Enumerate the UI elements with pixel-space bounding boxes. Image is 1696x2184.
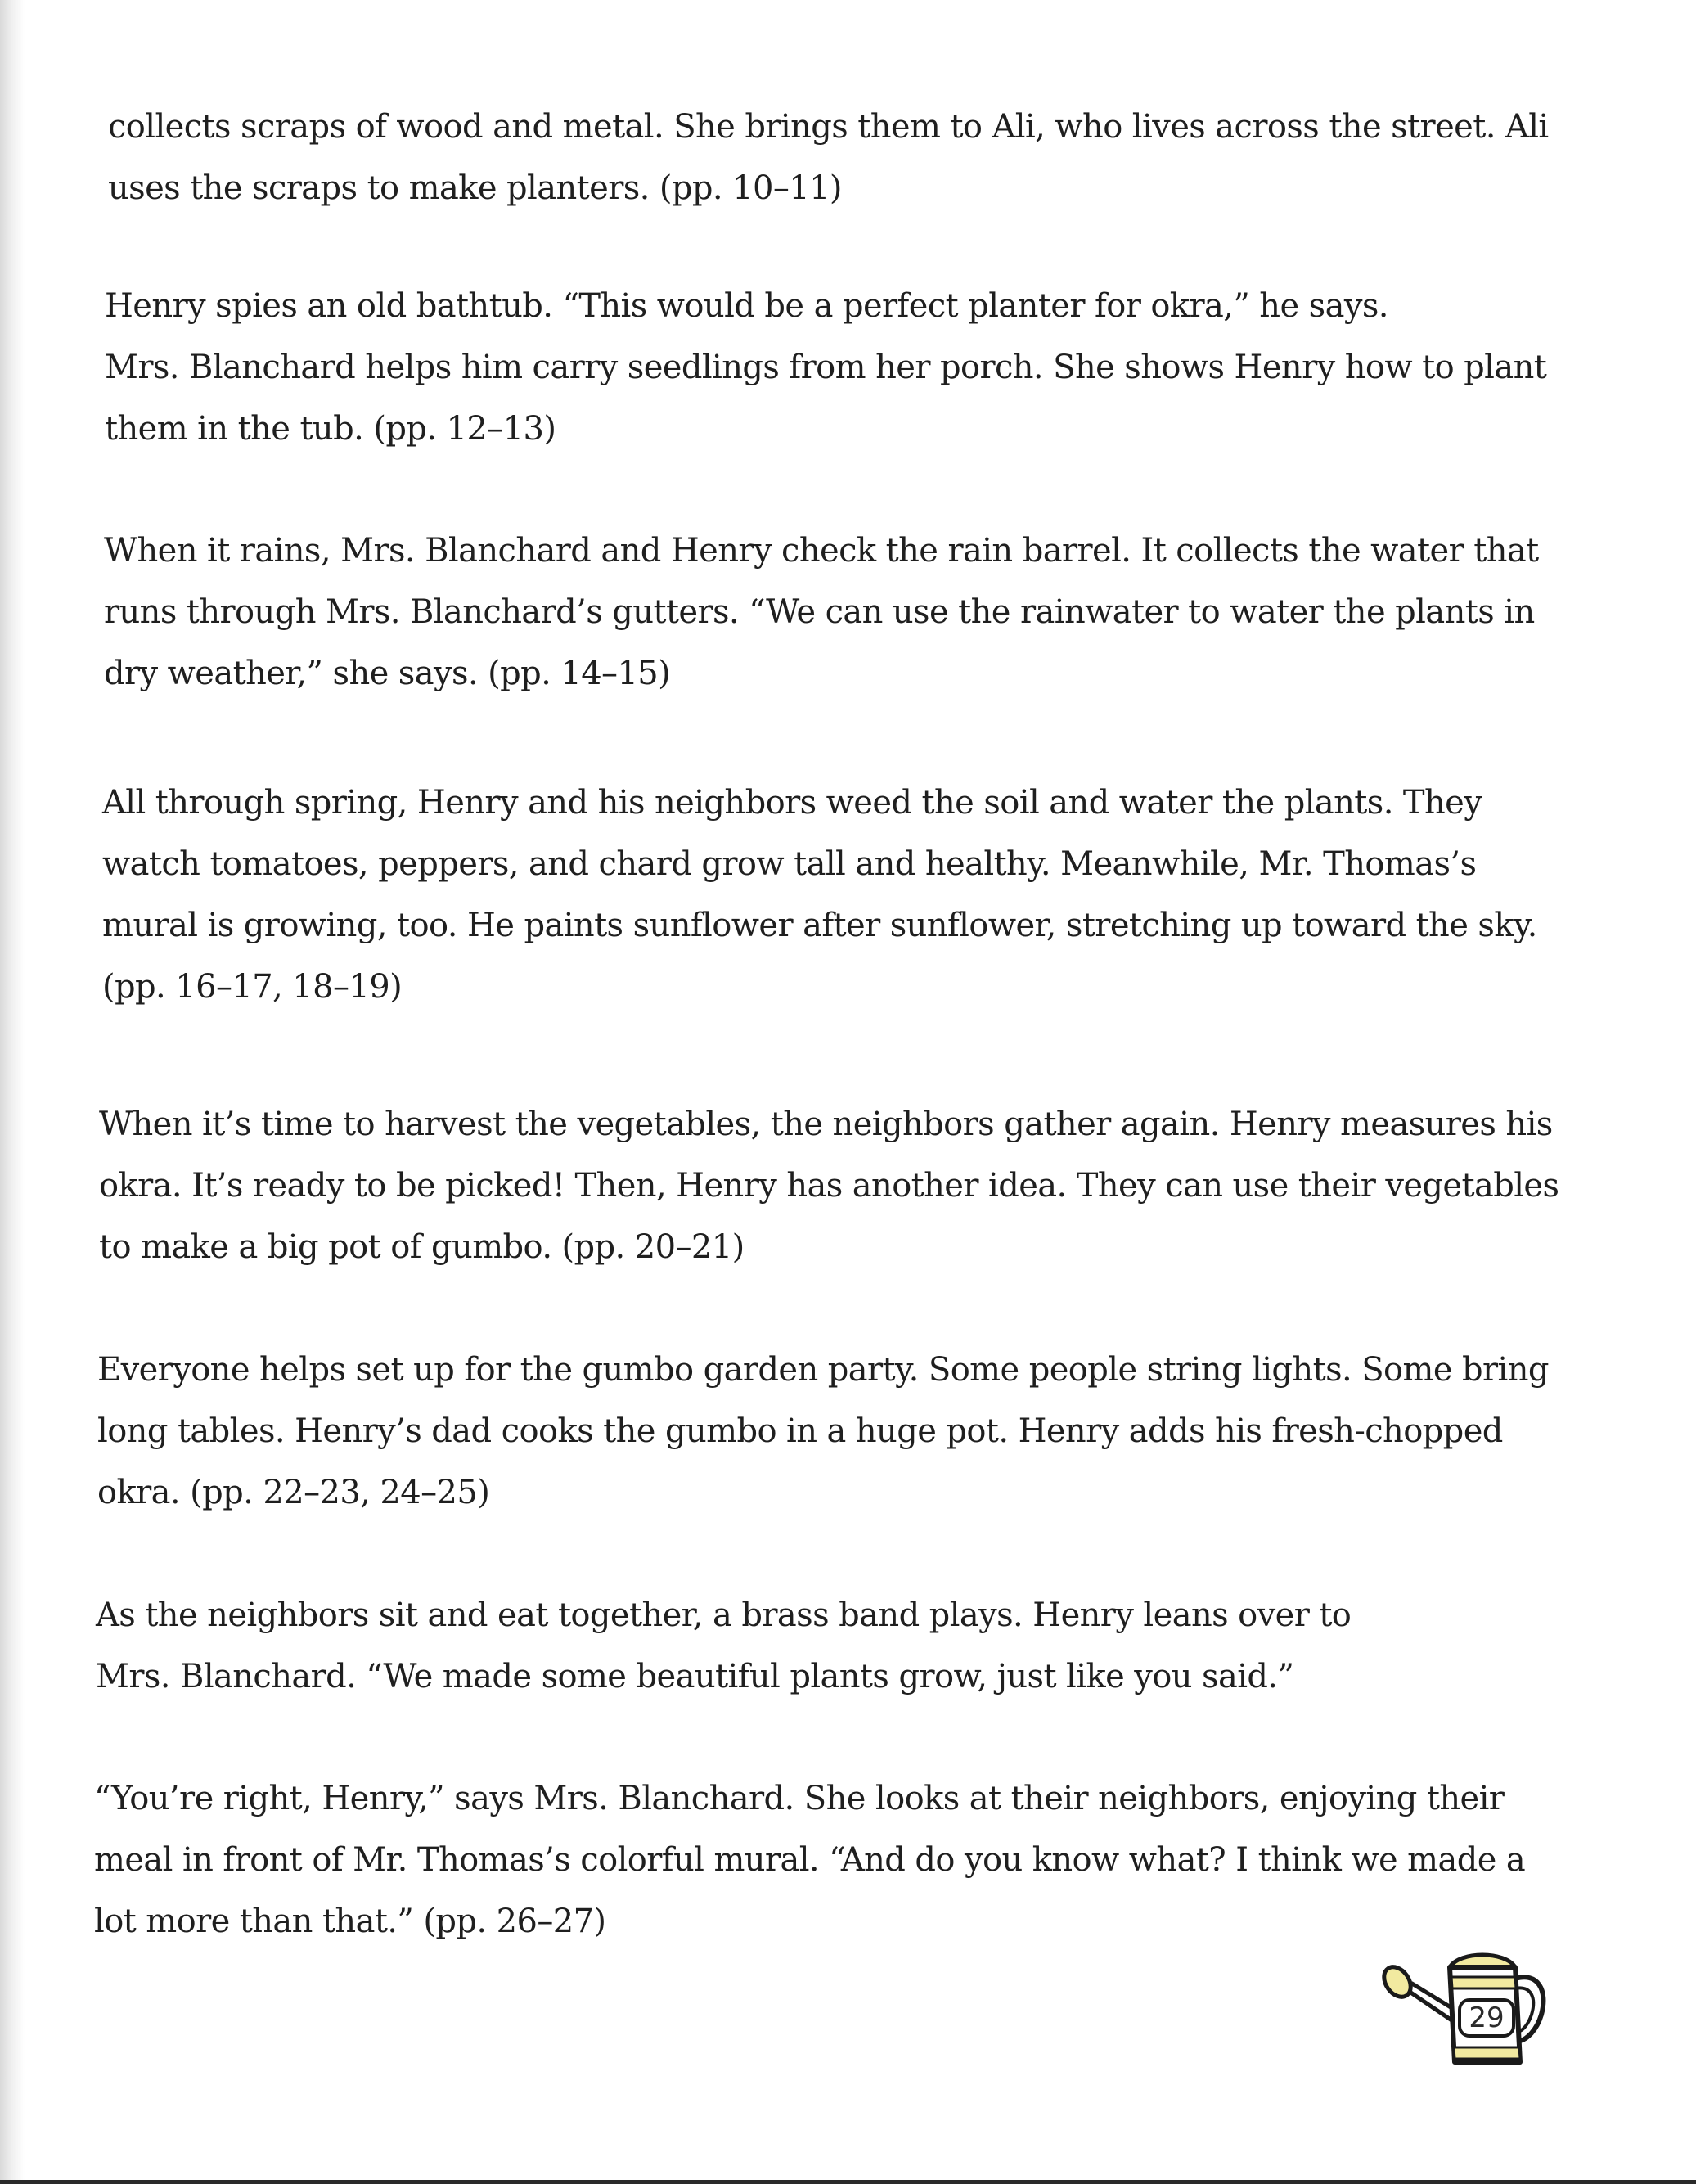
text-line: Everyone helps set up for the gumbo garden party. Some people string lights. Some bring bbox=[97, 1351, 1549, 1389]
text-line: lot more than that.” (pp. 26–27) bbox=[94, 1903, 606, 1940]
text-line: dry weather,” she says. (pp. 14–15) bbox=[104, 655, 671, 692]
text-line: Mrs. Blanchard. “We made some beautiful plants grow, just like you said.” bbox=[96, 1658, 1294, 1695]
text-line: runs through Mrs. Blanchard’s gutters. “We can use the rainwater to water the plants in bbox=[104, 593, 1535, 631]
text-line: Henry spies an old bathtub. “This would be a perfect planter for okra,” he says. bbox=[105, 287, 1388, 325]
text-line: watch tomatoes, peppers, and chard grow tall and healthy. Meanwhile, Mr. Thomas’s bbox=[102, 845, 1477, 883]
paragraph-2 bbox=[105, 276, 1546, 460]
paragraph-4 bbox=[102, 772, 1537, 1018]
text-line: meal in front of Mr. Thomas’s colorful mural. “And do you know what? I think we made a bbox=[94, 1841, 1526, 1879]
text-line: them in the tub. (pp. 12–13) bbox=[105, 410, 556, 448]
text-line: mural is growing, too. He paints sunflower after sunflower, stretching up toward the sky. bbox=[102, 907, 1537, 944]
page-bottom-edge bbox=[0, 2180, 1696, 2184]
text-line: long tables. Henry’s dad cooks the gumbo in a huge pot. Henry adds his fresh-chopped bbox=[97, 1412, 1503, 1450]
text-line: When it’s time to harvest the vegetables, the neighbors gather again. Henry measures his bbox=[99, 1106, 1553, 1143]
paragraph-3 bbox=[104, 520, 1539, 705]
text-line: okra. It’s ready to be picked! Then, Henry has another idea. They can use their vegetables bbox=[99, 1167, 1559, 1205]
paragraph-1 bbox=[108, 97, 1549, 219]
page-number: 29 bbox=[1469, 2002, 1505, 2034]
paragraph-8 bbox=[94, 1768, 1525, 1952]
text-line: (pp. 16–17, 18–19) bbox=[102, 968, 403, 1006]
paragraph-5 bbox=[99, 1094, 1559, 1278]
text-line: uses the scraps to make planters. (pp. 10–11) bbox=[108, 169, 842, 207]
paragraph-7 bbox=[96, 1585, 1351, 1708]
paragraph-6 bbox=[97, 1340, 1549, 1524]
text-line: collects scraps of wood and metal. She brings them to Ali, who lives across the street. Ali bbox=[108, 108, 1549, 146]
watering-can-icon bbox=[1374, 1939, 1563, 2078]
text-line: All through spring, Henry and his neighbors weed the soil and water the plants. They bbox=[102, 784, 1482, 822]
text-line: to make a big pot of gumbo. (pp. 20–21) bbox=[99, 1228, 745, 1266]
text-line: “You’re right, Henry,” says Mrs. Blanchard. She looks at their neighbors, enjoying their bbox=[94, 1780, 1505, 1817]
text-line: When it rains, Mrs. Blanchard and Henry check the rain barrel. It collects the water that bbox=[104, 532, 1539, 570]
text-line: As the neighbors sit and eat together, a brass band plays. Henry leans over to bbox=[96, 1596, 1352, 1634]
text-line: Mrs. Blanchard helps him carry seedlings from her porch. She shows Henry how to plant bbox=[105, 349, 1547, 386]
text-line: okra. (pp. 22–23, 24–25) bbox=[97, 1474, 490, 1511]
